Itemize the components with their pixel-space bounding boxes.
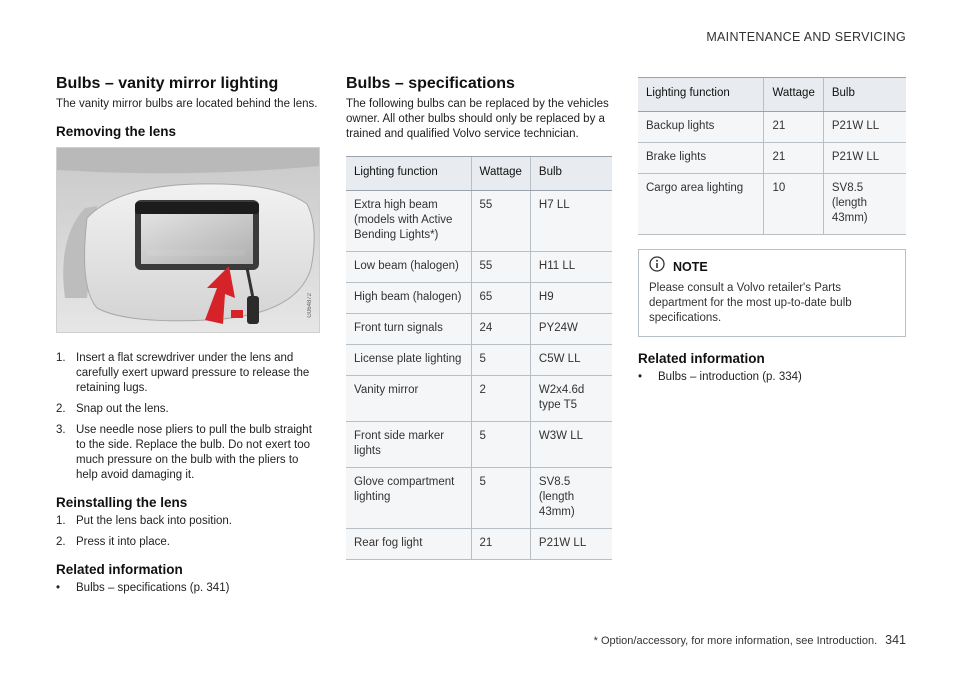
- reinstall-steps: [56, 514, 322, 550]
- related-title: Related information: [638, 351, 765, 366]
- cell-lighting-function: Low beam (halogen): [346, 252, 471, 283]
- specs-title: Bulbs – specifications: [346, 75, 515, 92]
- header-wattage: Wattage: [764, 78, 823, 112]
- cell-wattage: 21: [764, 112, 823, 143]
- vanity-title: Bulbs – vanity mirror lighting: [56, 75, 279, 92]
- related-list: [56, 581, 322, 596]
- cell-bulb: P21W LL: [823, 112, 906, 143]
- specs-intro: The following bulbs can be replaced by the vehicles owner. All other bulbs should only be replaced by a trained and qualified Volvo service technician.: [346, 98, 609, 140]
- list-item: 2. Press it into place.: [56, 536, 170, 548]
- table-header-row: [346, 157, 612, 191]
- cell-wattage: 21: [764, 143, 823, 174]
- cell-bulb: H7 LL: [530, 191, 612, 252]
- reinstall-title: Reinstalling the lens: [56, 495, 188, 510]
- cell-wattage: 55: [471, 252, 530, 283]
- cell-bulb: P21W LL: [530, 529, 612, 560]
- vanity-section: [56, 75, 322, 596]
- cell-wattage: 10: [764, 174, 823, 235]
- cell-lighting-function: Rear fog light: [346, 529, 471, 560]
- bulb-spec-table-continued: [638, 77, 906, 235]
- specs-continued: [638, 75, 906, 385]
- cell-wattage: 55: [471, 191, 530, 252]
- cell-wattage: 21: [471, 529, 530, 560]
- related-list: [638, 370, 906, 385]
- table-row: [346, 191, 612, 252]
- vanity-mirror-figure: [56, 147, 320, 333]
- cell-wattage: 2: [471, 376, 530, 422]
- list-item: 3. Use needle nose pliers to pull the bulb straight to the side. Replace the bulb. Do not exert too much pressure on the bulb with the pliers to help avoid damaging it.: [56, 424, 312, 481]
- related-link[interactable]: • Bulbs – specifications (p. 341): [56, 582, 230, 594]
- cell-wattage: 65: [471, 283, 530, 314]
- cell-wattage: 5: [471, 468, 530, 529]
- cell-bulb: P21W LL: [823, 143, 906, 174]
- page-number: 341: [885, 633, 906, 647]
- header-bulb: Bulb: [823, 78, 906, 112]
- spec-table-body: [346, 191, 612, 560]
- page-footer: [594, 633, 906, 647]
- list-item: 2. Snap out the lens.: [56, 403, 169, 415]
- cell-bulb: SV8.5 (length 43mm): [530, 468, 612, 529]
- header-lighting-function: Lighting function: [638, 78, 764, 112]
- cell-wattage: 5: [471, 422, 530, 468]
- removal-steps: [56, 351, 322, 483]
- cell-wattage: 5: [471, 345, 530, 376]
- vanity-mirror-illustration: [57, 148, 320, 333]
- table-row: [346, 283, 612, 314]
- note-title: NOTE: [673, 259, 708, 274]
- header-lighting-function: Lighting function: [346, 157, 471, 191]
- spec-table-body-continued: [638, 112, 906, 235]
- table-row: [638, 112, 906, 143]
- note-box: [638, 249, 906, 337]
- cell-bulb: SV8.5 (length 43mm): [823, 174, 906, 235]
- list-item: 1. Insert a flat screwdriver under the lens and carefully exert upward pressure to release the retaining lugs.: [56, 352, 310, 394]
- specs-section: [346, 75, 612, 560]
- info-icon: [649, 256, 665, 277]
- cell-bulb: PY24W: [530, 314, 612, 345]
- table-row: [346, 345, 612, 376]
- related-link[interactable]: • Bulbs – introduction (p. 334): [638, 371, 802, 383]
- table-row: [346, 376, 612, 422]
- cell-lighting-function: License plate lighting: [346, 345, 471, 376]
- table-row: [638, 174, 906, 235]
- cell-bulb: H11 LL: [530, 252, 612, 283]
- cell-lighting-function: Front turn signals: [346, 314, 471, 345]
- running-header: MAINTENANCE AND SERVICING: [706, 30, 906, 44]
- cell-lighting-function: Vanity mirror: [346, 376, 471, 422]
- cell-lighting-function: Front side marker lights: [346, 422, 471, 468]
- table-row: [638, 143, 906, 174]
- cell-lighting-function: Brake lights: [638, 143, 764, 174]
- cell-lighting-function: Glove compartment lighting: [346, 468, 471, 529]
- cell-wattage: 24: [471, 314, 530, 345]
- cell-bulb: W3W LL: [530, 422, 612, 468]
- related-title: Related information: [56, 562, 183, 577]
- cell-bulb: H9: [530, 283, 612, 314]
- figure-code: G064872: [307, 293, 313, 318]
- note-text: Please consult a Volvo retailer's Parts department for the most up-to-date bulb specifications.: [649, 282, 852, 324]
- removing-title: Removing the lens: [56, 124, 177, 139]
- header-bulb: Bulb: [530, 157, 612, 191]
- table-row: [346, 529, 612, 560]
- table-header-row: [638, 78, 906, 112]
- header-wattage: Wattage: [471, 157, 530, 191]
- table-row: [346, 422, 612, 468]
- cell-lighting-function: Extra high beam (models with Active Bending Lights*): [346, 191, 471, 252]
- table-row: [346, 468, 612, 529]
- cell-lighting-function: Cargo area lighting: [638, 174, 764, 235]
- vanity-intro: The vanity mirror bulbs are located behind the lens.: [56, 98, 318, 110]
- cell-lighting-function: High beam (halogen): [346, 283, 471, 314]
- bulb-spec-table: [346, 156, 612, 560]
- table-row: [346, 314, 612, 345]
- cell-bulb: C5W LL: [530, 345, 612, 376]
- cell-lighting-function: Backup lights: [638, 112, 764, 143]
- cell-bulb: W2x4.6d type T5: [530, 376, 612, 422]
- list-item: 1. Put the lens back into position.: [56, 515, 232, 527]
- table-row: [346, 252, 612, 283]
- footnote: * Option/accessory, for more information, see Introduction.: [593, 635, 878, 647]
